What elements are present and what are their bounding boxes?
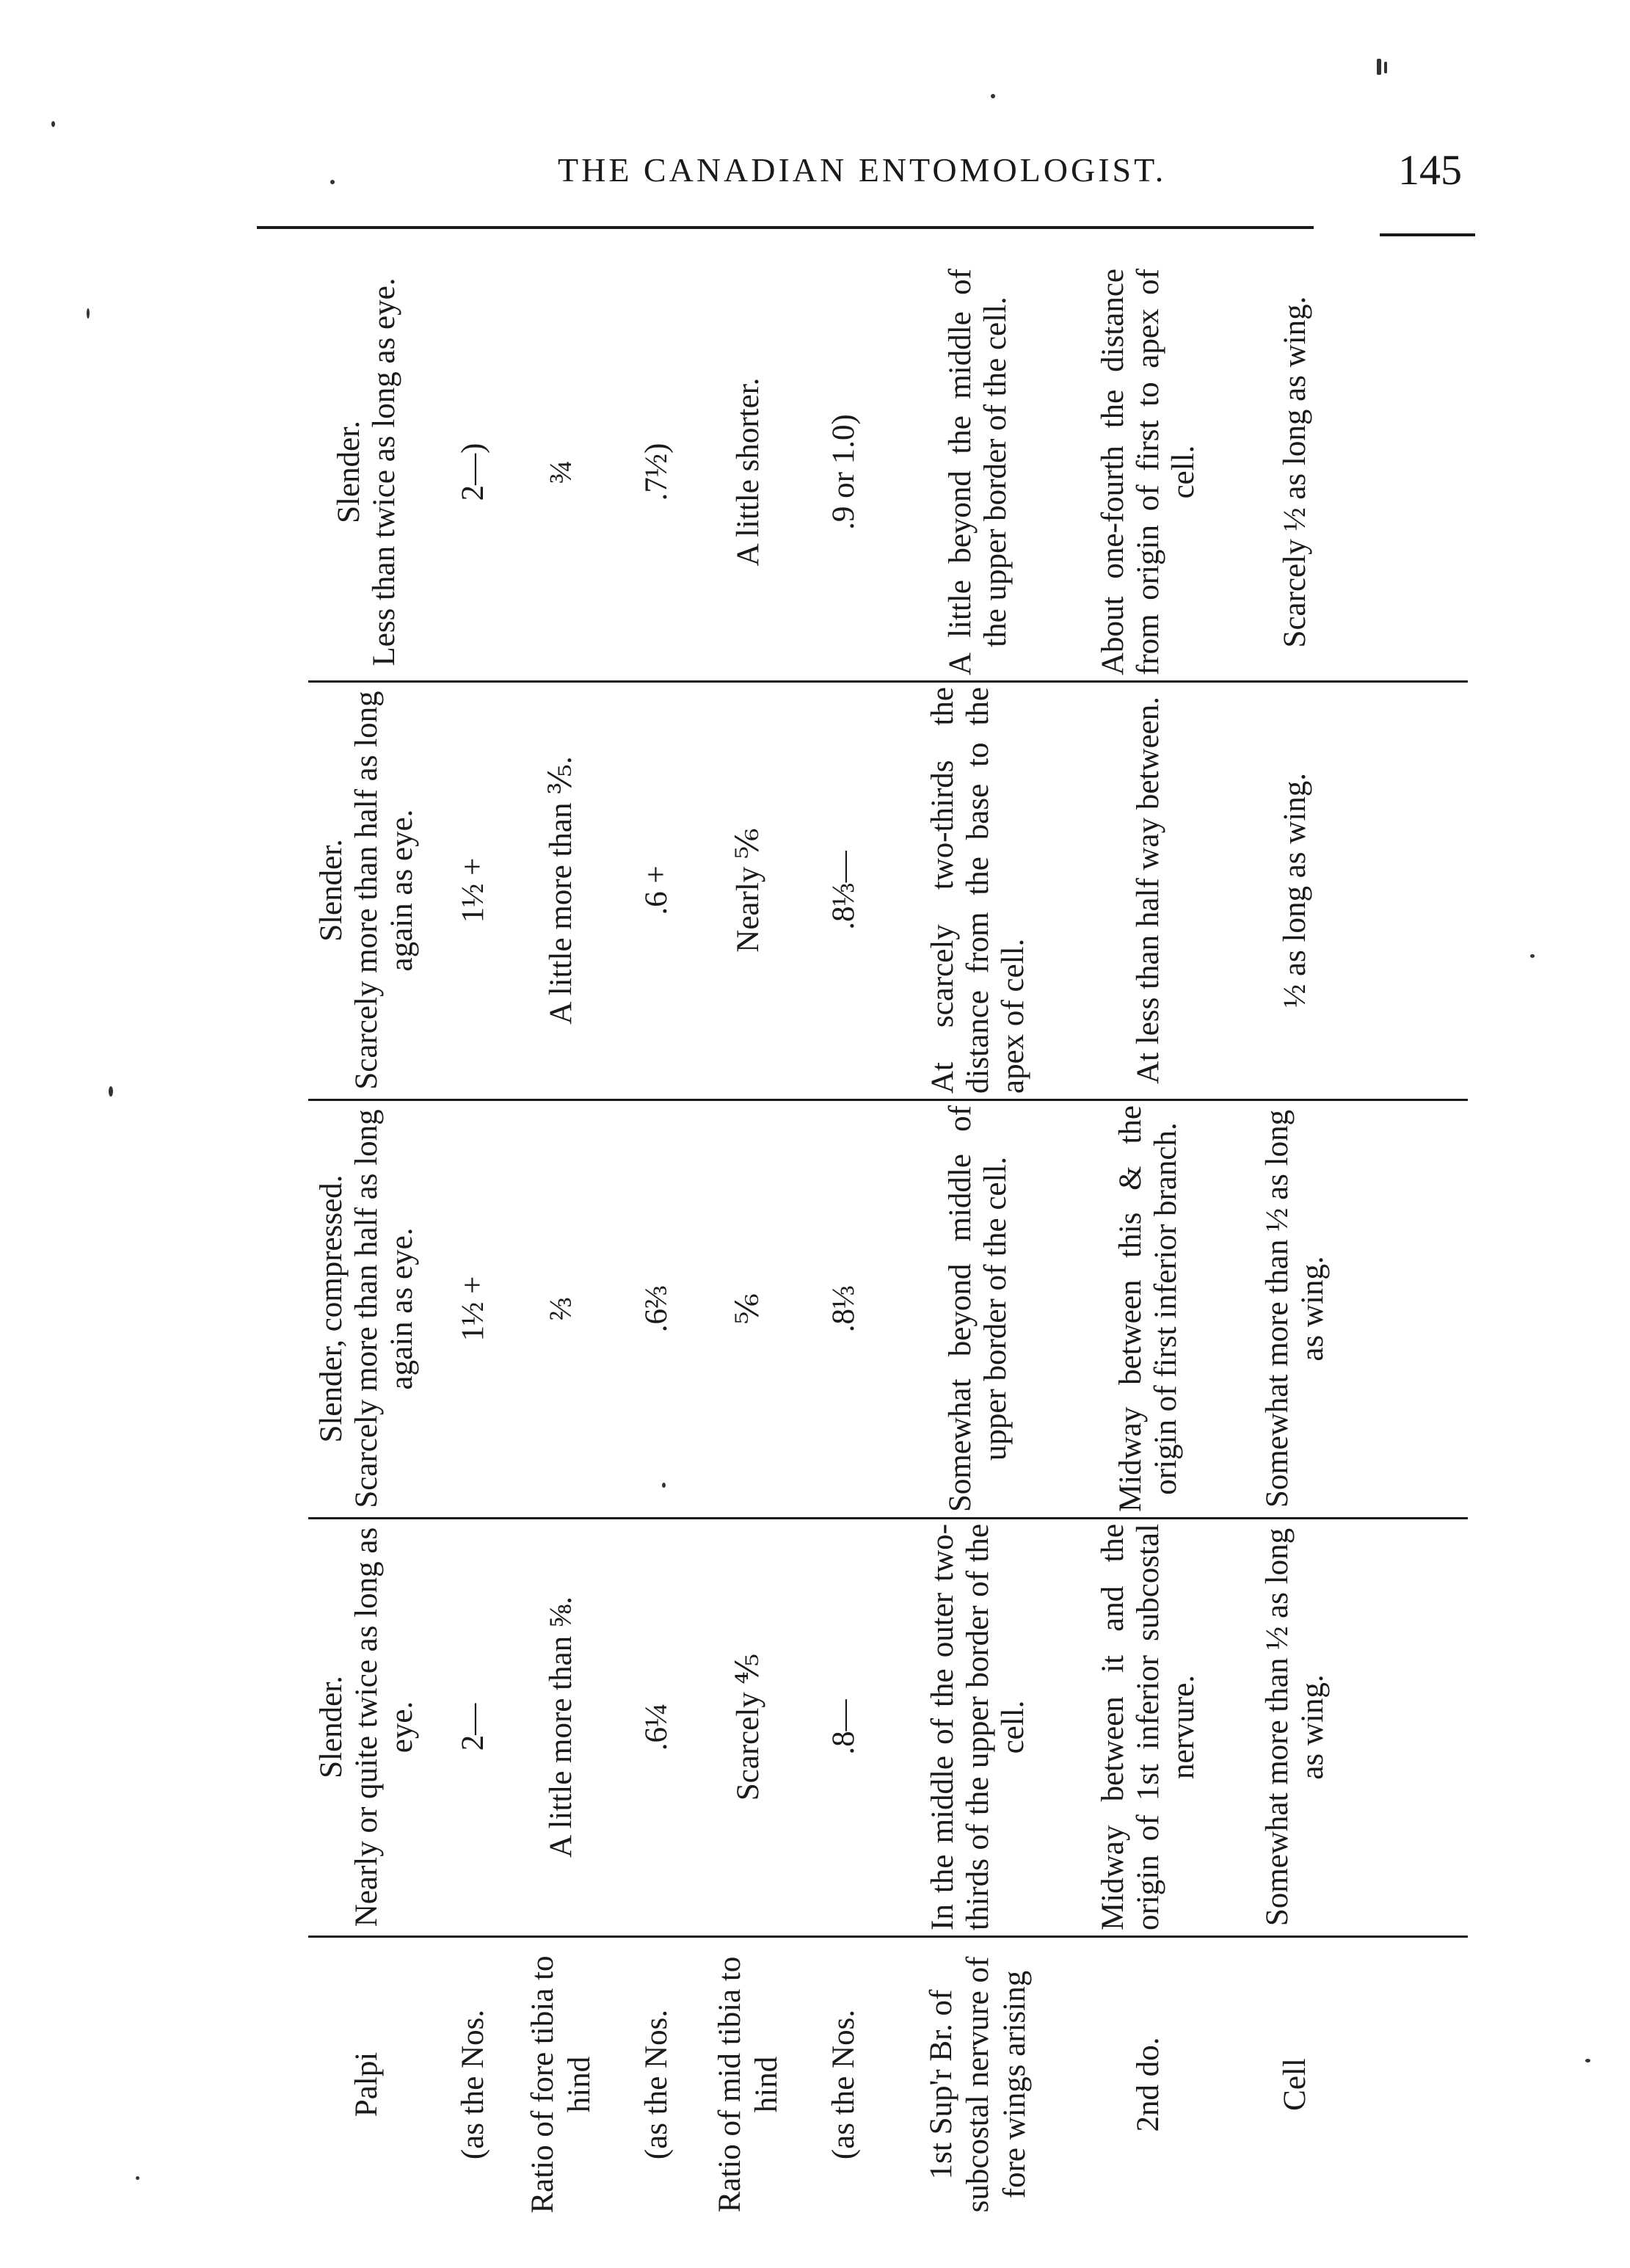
mid-tibia-ratio-cell: .9 or 1.0): [826, 414, 861, 530]
first-branch-cell: At scarcely two-thirds the distance from the base to the apex of cell.: [925, 687, 1030, 1094]
row-label: (as the Nos.: [639, 2009, 674, 2160]
palpi-cell: [316, 269, 418, 675]
column-rule: [308, 1099, 1468, 1101]
scan-speck: [51, 121, 55, 127]
fore-tibia-ratio-cell: .6⅔: [639, 1284, 674, 1333]
scan-speck: [1585, 2059, 1590, 2062]
header-rule: [257, 226, 1314, 229]
row-label-column: [308, 1938, 1468, 2231]
second-branch-cell: About one-fourth the distance from origin of first to apex of cell.: [1096, 269, 1201, 675]
palpi-line: Less than twice as long as eye.: [367, 277, 401, 666]
palpi-ratio-cell: 2—): [456, 443, 490, 501]
palpi-ratio-cell: 1½ +: [456, 857, 490, 923]
scan-speck: [1377, 59, 1381, 75]
second-branch-cell: At less than half way between.: [1131, 697, 1165, 1084]
palpi-cell: [316, 1105, 418, 1512]
fore-tibia-cell: A little more than ⅗.: [544, 756, 578, 1025]
data-column: [308, 1519, 1468, 1938]
palpi-ratio-cell: 2—: [456, 1703, 490, 1751]
fore-tibia-ratio-cell: .6¼: [639, 1703, 674, 1751]
first-branch-cell: Somewhat beyond middle of upper border of the cell.: [942, 1105, 1013, 1512]
palpi-line: Slender.: [314, 839, 349, 942]
scan-speck: [109, 1086, 113, 1097]
running-title: THE CANADIAN ENTOMOLOGIST.: [558, 151, 1167, 189]
palpi-line: Slender.: [314, 1676, 349, 1778]
fore-tibia-cell: ¾: [544, 459, 578, 484]
scan-speck: [991, 94, 995, 98]
row-label: Palpi: [349, 2051, 384, 2118]
fore-tibia-cell: A little more than ⅝.: [544, 1596, 578, 1858]
comparison-table: [308, 242, 1468, 2231]
cell-length-cell: ½ as long as wing.: [1278, 772, 1312, 1008]
palpi-ratio-cell: 1½ +: [456, 1276, 490, 1342]
scan-speck: [662, 1483, 666, 1488]
page-number: 145: [1398, 146, 1462, 194]
fore-tibia-ratio-cell: .7½): [639, 443, 674, 501]
column-rule: [308, 1517, 1468, 1519]
palpi-cell: [316, 687, 418, 1094]
mid-tibia-cell: A little shorter.: [731, 377, 765, 567]
column-rule: [308, 1936, 1468, 1938]
mid-tibia-cell: Scarcely ⅘: [731, 1653, 765, 1801]
scan-speck: [1530, 954, 1535, 958]
scan-speck: [1384, 62, 1387, 73]
mid-tibia-ratio-cell: .8⅓—: [826, 851, 861, 930]
row-label: 2nd do.: [1131, 2037, 1165, 2132]
data-column: [308, 264, 1468, 683]
palpi-cell: [316, 1524, 418, 1930]
row-label: (as the Nos.: [826, 2009, 861, 2160]
row-label: 1st Sup'r Br. of subcostal nervure of fore wings arising: [923, 1956, 1032, 2213]
data-column: [308, 1101, 1468, 1519]
mid-tibia-ratio-cell: .8⅓: [826, 1284, 861, 1333]
row-label: Ratio of mid tibia to hind: [713, 1956, 784, 2213]
palpi-line: Slender.: [332, 421, 366, 523]
row-label: Cell: [1278, 2058, 1312, 2111]
cell-length-cell: Scarcely ½ as long as wing.: [1278, 296, 1312, 648]
mid-tibia-cell: Nearly ⅚: [731, 828, 765, 953]
fore-tibia-ratio-cell: .6 +: [639, 865, 674, 915]
scan-speck: [136, 2176, 139, 2180]
row-label: Ratio of fore tibia to hind: [525, 1955, 597, 2214]
mid-tibia-ratio-cell: .8—: [826, 1699, 861, 1755]
header-rule: [1380, 233, 1475, 236]
cell-length-cell: Somewhat more than ½ as long as wing.: [1260, 1109, 1330, 1508]
first-branch-cell: A little beyond the middle of the upper border of the cell.: [942, 269, 1013, 675]
palpi-line: Scarcely more than half as long again as eye.: [349, 691, 419, 1090]
second-branch-cell: Midway between this & the origin of first inferior branch.: [1113, 1105, 1183, 1512]
column-rule: [308, 680, 1468, 683]
mid-tibia-cell: ⅚: [731, 1293, 765, 1324]
fore-tibia-cell: ⅔: [544, 1296, 578, 1321]
row-label: (as the Nos.: [456, 2009, 490, 2160]
cell-length-cell: Somewhat more than ½ as long as wing.: [1260, 1527, 1330, 1927]
scan-speck: [87, 308, 90, 319]
palpi-line: Nearly or quite twice as long as eye.: [349, 1527, 419, 1927]
palpi-line: Scarcely more than half as long again as eye.: [349, 1109, 419, 1508]
palpi-line: Slender, compressed.: [314, 1174, 349, 1443]
scan-speck: [330, 180, 335, 184]
second-branch-cell: Midway between it and the origin of 1st inferior subcostal nervure.: [1096, 1524, 1201, 1930]
first-branch-cell: In the middle of the outer two-thirds of the upper border of the cell.: [925, 1524, 1030, 1930]
data-column: [308, 683, 1468, 1101]
